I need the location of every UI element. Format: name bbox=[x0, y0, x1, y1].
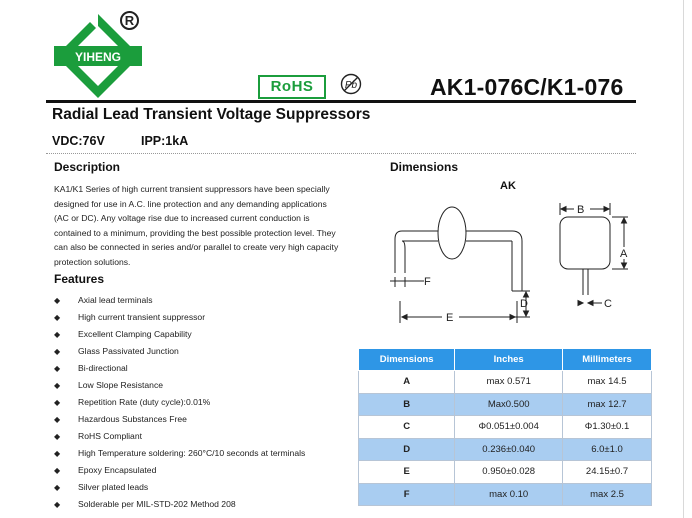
bullet-icon: ◆ bbox=[54, 330, 61, 339]
label-a: A bbox=[620, 248, 628, 260]
ipp-spec: IPP:1kA bbox=[141, 134, 189, 148]
header-rule bbox=[46, 100, 636, 103]
table-cell: max 0.571 bbox=[455, 371, 563, 394]
table-cell: Φ0.051±0.004 bbox=[455, 416, 563, 439]
product-title: Radial Lead Transient Voltage Suppressors bbox=[52, 106, 371, 123]
bullet-icon: ◆ bbox=[54, 449, 61, 458]
dimensions-heading: Dimensions bbox=[390, 160, 459, 174]
table-cell: max 2.5 bbox=[563, 483, 652, 506]
column-header: Millimeters bbox=[563, 349, 652, 371]
bullet-icon: ◆ bbox=[54, 381, 61, 390]
description-line: contained to a minimum, providing the best possible protection level. They bbox=[54, 227, 336, 238]
bullet-icon: ◆ bbox=[54, 398, 61, 407]
dimensions-table bbox=[358, 348, 652, 506]
table-cell: Φ1.30±0.1 bbox=[563, 416, 652, 439]
description-line: (AC or DC). Any voltage rise due to increased current conduction is bbox=[54, 213, 310, 224]
dimension-drawing bbox=[362, 195, 662, 345]
table-cell: F bbox=[359, 483, 455, 506]
table-cell: D bbox=[359, 438, 455, 461]
description-line: protection solutions. bbox=[54, 256, 131, 267]
bullet-icon: ◆ bbox=[54, 347, 61, 356]
description-line: can also be connected in series and/or parallel to create very high capacity bbox=[54, 242, 339, 253]
vdc-spec: VDC:76V bbox=[52, 134, 105, 148]
table-cell: 0.236±0.040 bbox=[455, 438, 563, 461]
bullet-icon: ◆ bbox=[54, 432, 61, 441]
section-divider bbox=[46, 153, 636, 154]
drawing-title: AK bbox=[500, 180, 516, 192]
table-cell: 24.15±0.7 bbox=[563, 461, 652, 484]
pb-free-icon bbox=[340, 73, 362, 95]
label-f: F bbox=[424, 276, 431, 288]
description-line: designed for use in A.C. line protection and any demanding applications bbox=[54, 198, 327, 209]
table-cell: 0.950±0.028 bbox=[455, 461, 563, 484]
description-text bbox=[54, 182, 358, 270]
bullet-icon: ◆ bbox=[54, 296, 61, 305]
table-row bbox=[359, 438, 652, 461]
table-row bbox=[359, 393, 652, 416]
description-line: KA1/K1 Series of high current transient suppressors have been specially bbox=[54, 184, 330, 194]
table-cell: max 0.10 bbox=[455, 483, 563, 506]
table-cell: E bbox=[359, 461, 455, 484]
bullet-icon: ◆ bbox=[54, 313, 61, 322]
bullet-icon: ◆ bbox=[54, 500, 61, 509]
bullet-icon: ◆ bbox=[54, 415, 61, 424]
label-d: D bbox=[520, 298, 528, 310]
table-row bbox=[359, 483, 652, 506]
pb-badge-label: Pb bbox=[344, 80, 358, 91]
registered-mark: R bbox=[120, 11, 139, 30]
rohs-badge: RoHS bbox=[258, 75, 326, 99]
logo-text: YIHENG bbox=[74, 50, 122, 64]
label-b: B bbox=[577, 204, 585, 216]
table-row bbox=[359, 371, 652, 394]
column-header: Inches bbox=[455, 349, 563, 371]
component-body-front bbox=[560, 217, 610, 295]
bullet-icon: ◆ bbox=[54, 364, 61, 373]
table-cell: max 12.7 bbox=[563, 393, 652, 416]
table-header-row bbox=[359, 349, 652, 371]
bullet-icon: ◆ bbox=[54, 483, 61, 492]
description-heading: Description bbox=[54, 160, 121, 174]
bullet-icon: ◆ bbox=[54, 466, 61, 475]
table-cell: C bbox=[359, 416, 455, 439]
part-number: AK1-076C/K1-076 bbox=[430, 74, 624, 100]
features-heading: Features bbox=[54, 272, 105, 286]
table-row bbox=[359, 461, 652, 484]
table-row bbox=[359, 416, 652, 439]
table-cell: 6.0±1.0 bbox=[563, 438, 652, 461]
table-cell: max 14.5 bbox=[563, 371, 652, 394]
label-c: C bbox=[604, 298, 612, 310]
column-header: Dimensions bbox=[359, 349, 455, 371]
table-cell: B bbox=[359, 393, 455, 416]
table-cell: A bbox=[359, 371, 455, 394]
table-cell: Max0.500 bbox=[455, 393, 563, 416]
label-e: E bbox=[446, 312, 454, 324]
component-body-side bbox=[395, 207, 522, 291]
page-edge-line bbox=[683, 0, 684, 518]
